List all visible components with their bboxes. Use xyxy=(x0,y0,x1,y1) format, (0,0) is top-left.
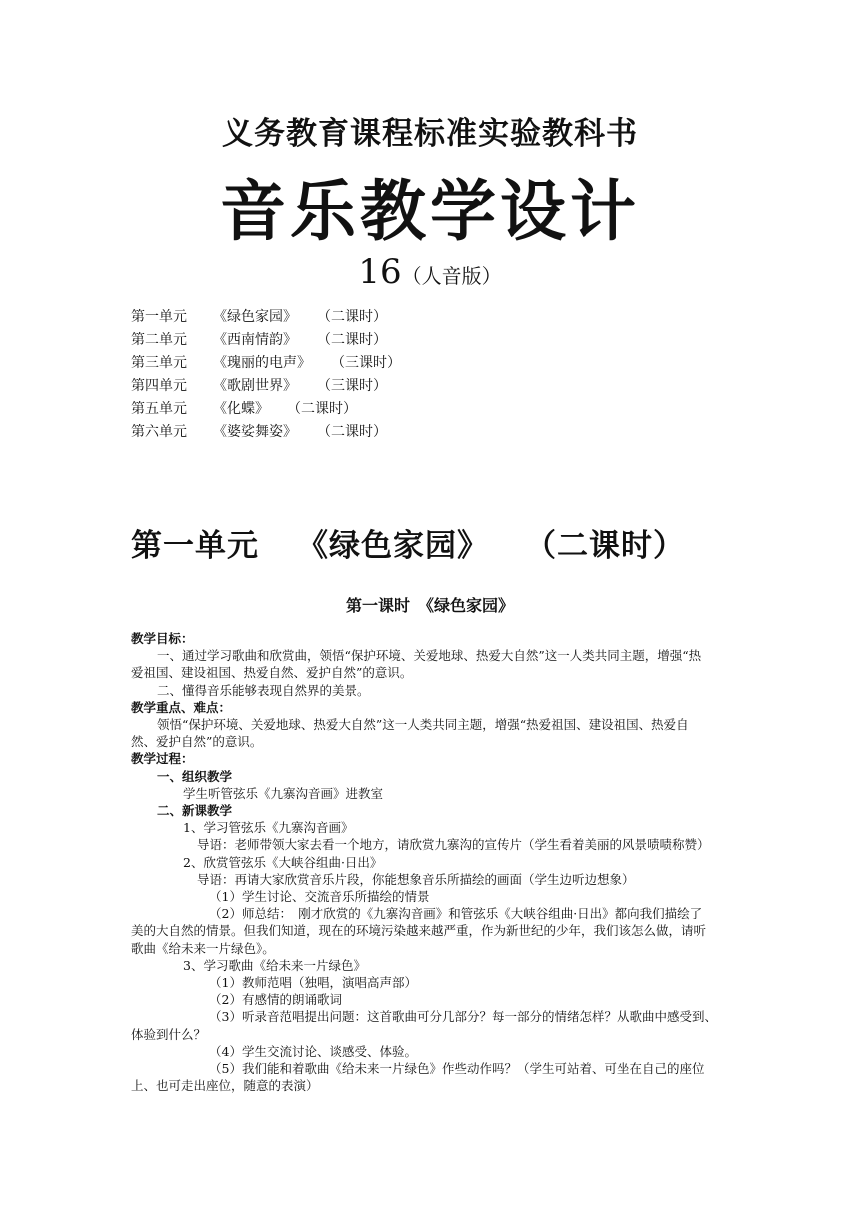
text-line: 上、也可走出座位，随意的表演） xyxy=(131,1078,319,1094)
unit-heading-name: 《绿色家园》 xyxy=(297,528,489,564)
toc-name: 《西南情韵》 xyxy=(213,332,297,348)
toc-item xyxy=(131,398,401,421)
text-line: 歌曲《给未来一片绿色》。 xyxy=(131,940,275,956)
table-of-contents xyxy=(131,306,401,444)
section-heading: 教学目标： xyxy=(131,631,194,646)
toc-item xyxy=(131,352,401,375)
text-line: （4）学生交流讨论、谈感受、体验。 xyxy=(209,1043,417,1059)
toc-item xyxy=(131,375,401,398)
toc-name: 《瑰丽的电声》 xyxy=(213,355,311,371)
text-line: 2、欣赏管弦乐《大峡谷组曲·日出》 xyxy=(183,854,383,870)
publisher: （人音版） xyxy=(401,264,502,288)
toc-item xyxy=(131,421,401,444)
text-line: 导语：再请大家欣赏音乐片段，你能想象音乐所描绘的画面（学生边听边想象） xyxy=(197,871,635,887)
book-volume xyxy=(0,252,860,292)
text-line: 领悟“保护环境、关爱地球、热爱大自然”这一人类共同主题，增强“热爱祖国、建设祖国、热爱自 xyxy=(157,717,689,733)
text-line: （2）有感情的朗诵歌词 xyxy=(209,992,342,1008)
toc-unit: 第五单元 xyxy=(131,401,187,417)
text-line: （2）师总结： 刚才欣赏的《九寨沟音画》和管弦乐《大峡谷组曲·日出》都向我们描绘了 xyxy=(209,906,703,922)
subsection-heading: 一、组织教学 xyxy=(157,768,233,784)
text-line: 爱祖国、建设祖国、热爱自然、爱护自然”的意识。 xyxy=(131,665,413,681)
text-line: （1）学生讨论、交流音乐所描绘的情景 xyxy=(209,889,430,905)
toc-hours: （二课时） xyxy=(317,309,387,325)
subsection-heading: 二、新课教学 xyxy=(157,803,233,819)
volume-number: 16 xyxy=(358,252,402,292)
text-line: 导语：老师带领大家去看一个地方，请欣赏九寨沟的宣传片（学生看着美丽的风景啧啧称赞） xyxy=(197,837,710,853)
section-heading: 教学重点、难点： xyxy=(131,699,232,715)
text-line: 体验到什么？ xyxy=(131,1026,207,1042)
unit-heading xyxy=(131,520,685,565)
toc-name: 《婆娑舞姿》 xyxy=(213,424,297,440)
section-heading: 教学过程： xyxy=(131,751,194,767)
toc-hours: （二课时） xyxy=(317,332,387,348)
toc-unit: 第四单元 xyxy=(131,378,187,394)
toc-hours: （二课时） xyxy=(287,401,357,417)
toc-hours: （二课时） xyxy=(317,424,387,440)
lesson-body xyxy=(131,630,731,1094)
toc-hours: （三课时） xyxy=(331,355,401,371)
text-line: 1、学习管弦乐《九寨沟音画》 xyxy=(183,820,354,836)
toc-unit: 第一单元 xyxy=(131,309,187,325)
text-line: 美的大自然的情景。但我们知道，现在的环境污染越来越严重，作为新世纪的少年，我们该怎么做，请听 xyxy=(131,923,707,939)
text-line: 学生听管弦乐《九寨沟音画》进教室 xyxy=(183,785,384,801)
toc-unit: 第六单元 xyxy=(131,424,187,440)
toc-item xyxy=(131,306,401,329)
toc-name: 《歌剧世界》 xyxy=(213,378,297,394)
text-line: （5）我们能和着歌曲《给未来一片绿色》作些动作吗？（学生可站着、可坐在自己的座位 xyxy=(209,1061,705,1077)
toc-item xyxy=(131,329,401,352)
text-line: 然、爱护自然”的意识。 xyxy=(131,734,263,750)
toc-name: 《绿色家园》 xyxy=(213,309,297,325)
text-line: 3、学习歌曲《给未来一片绿色》 xyxy=(183,957,366,973)
text-line: （1）教师范唱（独唱，演唱高声部） xyxy=(209,975,417,991)
book-main-title: 音乐教学设计 xyxy=(220,172,640,250)
toc-unit: 第二单元 xyxy=(131,332,187,348)
text-line: 二、懂得音乐能够表现自然界的美景。 xyxy=(157,682,370,698)
lesson-heading: 第一课时 《绿色家园》 xyxy=(345,596,514,615)
unit-heading-number: 第一单元 xyxy=(131,528,259,564)
toc-name: 《化蝶》 xyxy=(213,401,269,417)
toc-hours: （三课时） xyxy=(317,378,387,394)
unit-heading-hours: （二课时） xyxy=(525,528,685,564)
text-line: 一、通过学习歌曲和欣赏曲，领悟“保护环境、关爱地球、热爱大自然”这一人类共同主题，增强“热 xyxy=(157,648,702,664)
text-line: （3）听录音范唱提出问题：这首歌曲可分几部分？每一部分的情绪怎样？从歌曲中感受到、 xyxy=(209,1009,717,1025)
toc-unit: 第三单元 xyxy=(131,355,187,371)
book-series-title: 义务教育课程标准实验教科书 xyxy=(222,116,638,152)
